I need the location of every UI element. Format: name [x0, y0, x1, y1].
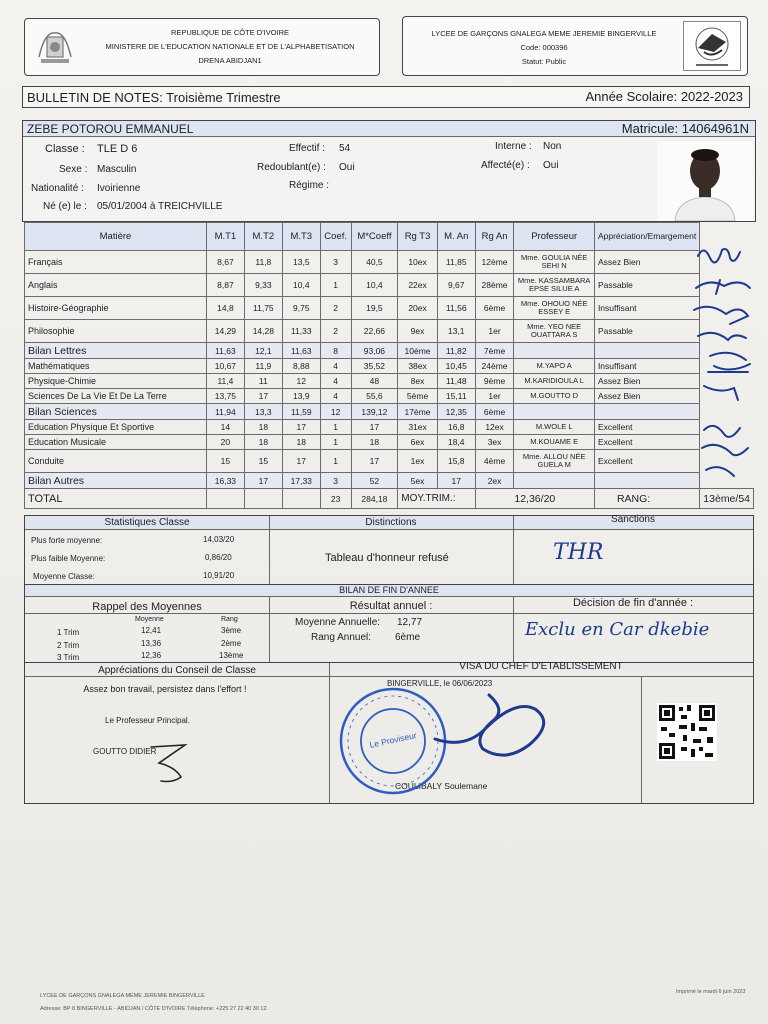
cell-mt3: 12: [282, 374, 320, 389]
cell-man: 10,45: [437, 359, 475, 374]
school-name: LYCEE DE GARÇONS GNALEGA MEME JEREMIE BINGERVILLE: [431, 29, 657, 38]
cell-mt2: 17: [244, 389, 282, 404]
classe-value: TLE D 6: [97, 143, 138, 155]
cell-coef: 4: [320, 359, 351, 374]
cell-mt1: 8,67: [206, 251, 244, 274]
cell-mt1: 11,4: [206, 374, 244, 389]
cell-mcoeff: 48: [351, 374, 398, 389]
rappel-t2-label: 2 Trim: [57, 641, 80, 650]
subject-row: [25, 389, 754, 404]
cell-mcoeff: 18: [351, 435, 398, 450]
stamp-text: Le Proviseur: [368, 730, 418, 750]
republic-line: REPUBLIQUE DE CÔTE D'IVOIRE: [170, 28, 290, 37]
cell-mt3: 13,5: [282, 251, 320, 274]
year-end-section: [24, 584, 754, 666]
cell-mcoeff: 35,52: [351, 359, 398, 374]
subject-row: [25, 420, 754, 435]
footer-address: Adresse: BP 8 BINGERVILLE - ABIDJAN / CÔTE D'IVOIRE Téléphone: +225 27 22 40 30 12: [40, 1006, 267, 1012]
cell-rgan: 3ex: [475, 435, 514, 450]
interne-value: Non: [543, 141, 562, 152]
col-rgan: Rg An: [475, 223, 514, 251]
cell-coef: 4: [320, 374, 351, 389]
col-professeur: Professeur: [514, 223, 595, 251]
ministry-header: [24, 18, 380, 76]
cell-man: 9,67: [437, 274, 475, 297]
cell-rgan: 12ex: [475, 420, 514, 435]
footer-school: LYCEE DE GARÇONS GNALEGA MEME JEREMIE BINGERVILLE: [40, 993, 205, 999]
cell-rgt3: 8ex: [398, 374, 438, 389]
cell-mt3: 17: [282, 450, 320, 473]
cell-mt2: 11,9: [244, 359, 282, 374]
rappel-t1-label: 1 Trim: [57, 628, 80, 637]
stat-min-label: Plus faible Moyenne:: [31, 554, 106, 563]
cell-rgan: 7ème: [475, 343, 514, 359]
cell-appreciation: Assez Bien: [594, 251, 699, 274]
rappel-t1-moy: 12,41: [141, 626, 162, 635]
sexe-label: Sexe :: [59, 164, 88, 175]
rappel-col-rang: Rang: [221, 616, 238, 623]
school-header: [402, 16, 748, 76]
cell-appreciation: [594, 473, 699, 489]
cell-teacher: M.GOUTTO D: [514, 389, 595, 404]
subject-row: [25, 320, 754, 343]
stat-max-label: Plus forte moyenne:: [31, 536, 103, 545]
year-end-title: BILAN DE FIN D'ANNEE: [339, 585, 439, 595]
cell-teacher: [514, 404, 595, 420]
rappel-col-moy: Moyenne: [135, 616, 164, 623]
prof-principal-name: GOUTTO DIDIER: [93, 747, 157, 756]
cell-mt3: 11,63: [282, 343, 320, 359]
cell-mt3: 8,88: [282, 359, 320, 374]
rappel-t3-moy: 12,36: [141, 651, 162, 660]
stats-section: [24, 515, 754, 585]
grades-header-row: [25, 223, 754, 251]
cell-man: 16,8: [437, 420, 475, 435]
rappel-t1-rang: 3ème: [221, 626, 242, 635]
resultat-rang-label: Rang Annuel:: [311, 632, 372, 643]
cell-mt3: 10,4: [282, 274, 320, 297]
cell-man: 11,82: [437, 343, 475, 359]
cell-mt2: 9,33: [244, 274, 282, 297]
distinction-value: Tableau d'honneur refusé: [325, 552, 449, 564]
cell-subject: Histoire-Géographie: [25, 297, 207, 320]
cell-appreciation: [594, 343, 699, 359]
total-mcoeff: 284,18: [351, 489, 398, 509]
cell-appreciation: Assez Bien: [594, 374, 699, 389]
cell-coef: 1: [320, 435, 351, 450]
cell-man: 11,48: [437, 374, 475, 389]
redoublant-label: Redoublant(e) :: [257, 162, 326, 173]
total-coef: 23: [320, 489, 351, 509]
cell-teacher: Mme. ALLOU NÉE GUELA M: [514, 450, 595, 473]
regime-label: Régime :: [289, 180, 330, 191]
cell-mt2: 17: [244, 473, 282, 489]
cell-rgt3: 38ex: [398, 359, 438, 374]
cell-mt1: 20: [206, 435, 244, 450]
ministry-line: MINISTERE DE L'EDUCATION NATIONALE ET DE L'ALPHABETISATION: [105, 42, 355, 51]
cell-mt2: 12,1: [244, 343, 282, 359]
cell-appreciation: Excellent: [594, 450, 699, 473]
cell-rgt3: 22ex: [398, 274, 438, 297]
cell-mt1: 10,67: [206, 359, 244, 374]
teacher-signatures: [690, 244, 756, 484]
moy-trim-label: MOY.TRIM.:: [398, 489, 475, 509]
cell-coef: 3: [320, 473, 351, 489]
classe-label: Classe :: [45, 143, 85, 155]
moy-trim-value: 12,36/20: [475, 489, 594, 509]
stat-max-value: 14,03/20: [203, 535, 235, 544]
cell-rgt3: 5ème: [398, 389, 438, 404]
col-man: M. An: [437, 223, 475, 251]
cell-subject: Bilan Sciences: [25, 404, 207, 420]
cell-subject: Physique-Chimie: [25, 374, 207, 389]
cell-appreciation: Insuffisant: [594, 297, 699, 320]
cell-coef: 12: [320, 404, 351, 420]
cell-mt3: 11,59: [282, 404, 320, 420]
nationalite-label: Nationalité :: [31, 183, 84, 194]
visa-place-date: BINGERVILLE, le 06/06/2023: [387, 679, 493, 688]
col-matiere: Matière: [25, 223, 207, 251]
footer-printed: Imprimé le mardi 6 juin 2023: [676, 989, 746, 995]
cell-subject: Bilan Lettres: [25, 343, 207, 359]
sanctions-title: Sanctions: [611, 514, 655, 525]
cell-mt1: 14,29: [206, 320, 244, 343]
prof-principal-signature: [145, 737, 205, 785]
cell-rgan: 9ème: [475, 374, 514, 389]
cell-rgan: 24ème: [475, 359, 514, 374]
col-rgt3: Rg T3: [398, 223, 438, 251]
prof-principal-label: Le Professeur Principal.: [105, 716, 190, 725]
resultat-rang-value: 6ème: [395, 632, 421, 643]
headmaster-signature: [425, 679, 565, 779]
interne-label: Interne :: [495, 141, 532, 152]
cell-mcoeff: 52: [351, 473, 398, 489]
resultat-title: Résultat annuel :: [349, 600, 433, 612]
cell-subject: Français: [25, 251, 207, 274]
cell-rgan: 28ème: [475, 274, 514, 297]
col-mt1: M.T1: [206, 223, 244, 251]
stats-title: Statistiques Classe: [104, 517, 190, 528]
cell-mt2: 15: [244, 450, 282, 473]
decision-title: Décision de fin d'année :: [572, 597, 694, 609]
subtotal-row: [25, 473, 754, 489]
cell-mt3: 17: [282, 420, 320, 435]
cell-rgan: 4ème: [475, 450, 514, 473]
cell-rgan: 6ème: [475, 297, 514, 320]
cell-coef: 8: [320, 343, 351, 359]
cell-man: 13,1: [437, 320, 475, 343]
matricule: Matricule: 14064961N: [621, 121, 749, 136]
cell-rgt3: 17ème: [398, 404, 438, 420]
drena-line: DRENA ABIDJAN1: [198, 56, 262, 65]
cell-coef: 2: [320, 320, 351, 343]
bulletin-title: BULLETIN DE NOTES: Troisième Trimestre: [27, 90, 281, 105]
sexe-value: Masculin: [97, 164, 137, 175]
cell-mt1: 11,63: [206, 343, 244, 359]
cell-coef: 4: [320, 389, 351, 404]
subject-row: [25, 374, 754, 389]
cell-coef: 1: [320, 450, 351, 473]
distinctions-title: Distinctions: [365, 517, 417, 528]
effectif-label: Effectif :: [289, 143, 325, 154]
cell-coef: 2: [320, 297, 351, 320]
cell-subject: Education Physique Et Sportive: [25, 420, 207, 435]
cell-man: 11,85: [437, 251, 475, 274]
cell-appreciation: Excellent: [594, 435, 699, 450]
grades-table: [24, 222, 754, 509]
rang-value: 13ème/54: [700, 489, 754, 509]
cell-mt3: 11,33: [282, 320, 320, 343]
birth-label: Né (e) le :: [43, 201, 87, 212]
cell-rgt3: 1ex: [398, 450, 438, 473]
cell-subject: Philosophie: [25, 320, 207, 343]
school-statut: Statut: Public: [521, 57, 567, 66]
subject-row: [25, 435, 754, 450]
cell-mcoeff: 19,5: [351, 297, 398, 320]
qr-code: [657, 703, 717, 761]
cell-mcoeff: 40,5: [351, 251, 398, 274]
cell-mcoeff: 93,06: [351, 343, 398, 359]
cell-subject: Anglais: [25, 274, 207, 297]
cell-mt2: 18: [244, 435, 282, 450]
cell-rgt3: 31ex: [398, 420, 438, 435]
cell-coef: 1: [320, 274, 351, 297]
conseil-title: Appréciations du Conseil de Classe: [98, 665, 256, 676]
cell-subject: Sciences De La Vie Et De La Terre: [25, 389, 207, 404]
cell-mcoeff: 10,4: [351, 274, 398, 297]
cell-subject: Education Musicale: [25, 435, 207, 450]
birth-value: 05/01/2004 à TREICHVILLE: [97, 201, 223, 212]
cell-rgan: 6ème: [475, 404, 514, 420]
cell-coef: 1: [320, 420, 351, 435]
cell-mcoeff: 17: [351, 450, 398, 473]
decision-value: Exclu en Car dkebie: [525, 619, 710, 640]
cell-teacher: M.YAPO A: [514, 359, 595, 374]
stat-avg-value: 10,91/20: [203, 571, 235, 580]
cell-teacher: Mme. YEO NEE OUATTARA S: [514, 320, 595, 343]
stat-min-value: 0,86/20: [205, 553, 232, 562]
visa-title: VISA DU CHEF D'ETABLISSEMENT: [459, 661, 623, 672]
cell-appreciation: Passable: [594, 320, 699, 343]
student-photo: [657, 141, 753, 221]
cell-subject: Bilan Autres: [25, 473, 207, 489]
cell-rgt3: 20ex: [398, 297, 438, 320]
affecte-label: Affecté(e) :: [481, 160, 530, 171]
subject-row: [25, 274, 754, 297]
cell-mt3: 13,9: [282, 389, 320, 404]
school-code: Code: 000396: [520, 43, 568, 52]
cell-rgt3: 5ex: [398, 473, 438, 489]
cell-man: 18,4: [437, 435, 475, 450]
cell-mt3: 18: [282, 435, 320, 450]
cell-mt2: 11,75: [244, 297, 282, 320]
cell-appreciation: [594, 404, 699, 420]
resultat-moy-label: Moyenne Annuelle:: [295, 617, 381, 628]
coat-of-arms-icon: [35, 27, 75, 67]
cell-mcoeff: 55,6: [351, 389, 398, 404]
cell-appreciation: Insuffisant: [594, 359, 699, 374]
nationalite-value: Ivoirienne: [97, 183, 141, 194]
cell-teacher: Mme. OHOUO NÉE ESSEY E: [514, 297, 595, 320]
col-mt3: M.T3: [282, 223, 320, 251]
col-coef: Coef.: [320, 223, 351, 251]
col-mt2: M.T2: [244, 223, 282, 251]
school-year: Année Scolaire: 2022-2023: [585, 89, 743, 104]
cell-teacher: [514, 473, 595, 489]
rappel-t3-label: 3 Trim: [57, 653, 80, 662]
cell-teacher: M.WOLE L: [514, 420, 595, 435]
cell-mcoeff: 17: [351, 420, 398, 435]
cell-rgan: 12ème: [475, 251, 514, 274]
cell-mt3: 17,33: [282, 473, 320, 489]
cell-teacher: M.KARIDIOULA L: [514, 374, 595, 389]
cell-rgt3: 10ex: [398, 251, 438, 274]
cell-mt1: 14,8: [206, 297, 244, 320]
total-row: [25, 489, 754, 509]
cell-teacher: [514, 343, 595, 359]
rappel-t2-rang: 2ème: [221, 639, 242, 648]
cell-subject: Conduite: [25, 450, 207, 473]
cell-rgt3: 9ex: [398, 320, 438, 343]
col-appreciation: Appréciation/Emargement: [594, 223, 699, 251]
cell-subject: Mathématiques: [25, 359, 207, 374]
cell-man: 15,11: [437, 389, 475, 404]
conseil-text: Assez bon travail, persistez dans l'effort !: [83, 684, 247, 694]
cell-teacher: Mme. KASSAMBARA EPSE SILUE A: [514, 274, 595, 297]
cell-mt2: 11,8: [244, 251, 282, 274]
cell-mt1: 14: [206, 420, 244, 435]
resultat-moy-value: 12,77: [397, 617, 423, 628]
cell-rgan: 1er: [475, 320, 514, 343]
affecte-value: Oui: [543, 160, 559, 171]
school-logo-icon: [683, 21, 741, 71]
student-info: [22, 120, 756, 222]
cell-man: 12,35: [437, 404, 475, 420]
student-name: ZEBE POTOROU EMMANUEL: [27, 122, 194, 136]
rappel-title: Rappel des Moyennes: [92, 601, 202, 613]
cell-mt1: 15: [206, 450, 244, 473]
cell-rgan: 2ex: [475, 473, 514, 489]
visa-name: COULIBALY Soulemane: [395, 781, 488, 791]
cell-mt3: 9,75: [282, 297, 320, 320]
cell-coef: 3: [320, 251, 351, 274]
cell-man: 11,56: [437, 297, 475, 320]
cell-teacher: M.KOUAME E: [514, 435, 595, 450]
cell-mt2: 18: [244, 420, 282, 435]
subject-row: [25, 450, 754, 473]
cell-appreciation: Excellent: [594, 420, 699, 435]
cell-mt1: 8,87: [206, 274, 244, 297]
cell-mt2: 14,28: [244, 320, 282, 343]
subject-row: [25, 297, 754, 320]
rappel-t3-rang: 13ème: [219, 651, 244, 660]
effectif-value: 54: [339, 143, 351, 154]
cell-appreciation: Assez Bien: [594, 389, 699, 404]
cell-mt2: 11: [244, 374, 282, 389]
total-label: TOTAL: [25, 489, 207, 509]
redoublant-value: Oui: [339, 162, 355, 173]
subject-row: [25, 359, 754, 374]
cell-rgt3: 10ème: [398, 343, 438, 359]
conseil-visa-section: [24, 662, 754, 804]
stat-avg-label: Moyenne Classe:: [33, 572, 95, 581]
rang-label: RANG:: [594, 489, 699, 509]
bulletin-title-bar: [22, 86, 750, 108]
cell-rgan: 1er: [475, 389, 514, 404]
cell-rgt3: 6ex: [398, 435, 438, 450]
subtotal-row: [25, 343, 754, 359]
rappel-t2-moy: 13,36: [141, 639, 162, 648]
cell-mcoeff: 22,66: [351, 320, 398, 343]
cell-mt1: 13,75: [206, 389, 244, 404]
cell-mcoeff: 139,12: [351, 404, 398, 420]
cell-mt2: 13,3: [244, 404, 282, 420]
col-mcoeff: M*Coeff: [351, 223, 398, 251]
cell-man: 17: [437, 473, 475, 489]
sanction-value: THR: [553, 540, 604, 565]
subject-row: [25, 251, 754, 274]
cell-mt1: 16,33: [206, 473, 244, 489]
subtotal-row: [25, 404, 754, 420]
cell-man: 15,8: [437, 450, 475, 473]
cell-appreciation: Passable: [594, 274, 699, 297]
cell-teacher: Mme. GOULIA NÉE SEHI N: [514, 251, 595, 274]
cell-mt1: 11,94: [206, 404, 244, 420]
